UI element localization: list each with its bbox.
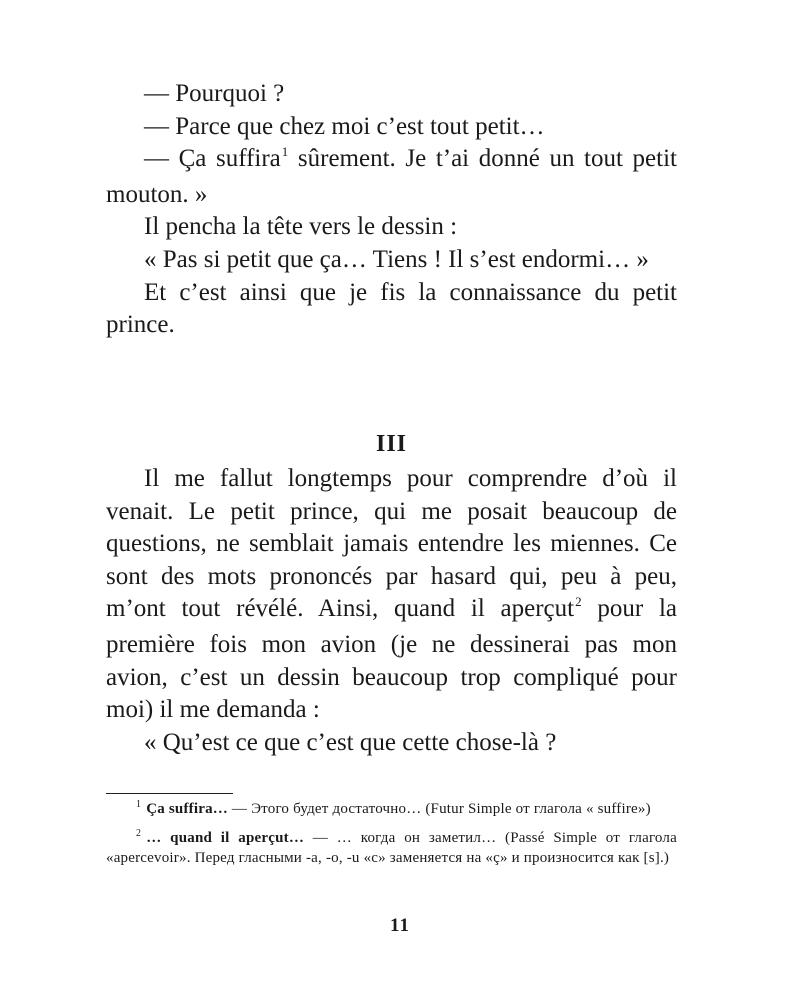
- paragraph-question: « Qu’est ce que c’est que cette chose-là ?: [144, 728, 557, 756]
- paragraph-pencha: Il pencha la tête vers le dessin :: [144, 213, 458, 241]
- footnote-divider: [106, 793, 233, 794]
- footnote-1: [106, 800, 677, 821]
- chapter-body: [106, 463, 677, 759]
- paragraph-longtemps: [106, 463, 677, 727]
- paragraph-suffira-start: — Ça suffira: [144, 145, 281, 173]
- footnote-2: [106, 829, 677, 868]
- footnote-2-term: … quand il aperçut…: [146, 829, 305, 846]
- footnotes: [106, 793, 677, 876]
- footnote-2-marker: 2: [136, 827, 142, 839]
- footnote-1-term: Ça suffira…: [146, 801, 228, 817]
- paragraph-suffira: [106, 143, 677, 211]
- footnote-ref-2: 2: [575, 594, 582, 610]
- paragraph-pas-si-petit: « Pas si petit que ça… Tiens ! Il s’est endormi… »: [144, 245, 649, 273]
- paragraph-suffira-end: sûrement. Je t’ai donné un tout petit mouton. »: [106, 145, 677, 208]
- footnote-1-marker: 1: [136, 799, 142, 810]
- page-number: 11: [390, 915, 410, 936]
- book-page: [106, 78, 677, 867]
- footnote-2-text: — … когда он заметил… (Passé Simple от глагола «apercevoir». Перед гласными -a, -o, -u «c» заменяется на «ç» и произносится как [s].): [106, 829, 677, 867]
- paragraph-longtemps-end: pour la première fois mon avion (je ne dessinerai pas mon avion, c’est un dessin beaucoup trop compliqué pour moi) il me demanda :: [106, 595, 677, 724]
- paragraph-longtemps-start: Il me fallut longtemps pour comprendre d’où il venait. Le petit prince, qui me posait beaucoup de questions, ne semblait jamais entendre les miennes. Ce sont des mots prononcés par hasard qui, peu à peu, m’ont tout révélé. Ainsi, quand il aperçut: [106, 465, 677, 623]
- footnote-1-text: — Этого будет достаточно… (Futur Simple от глагола « suffire»): [227, 801, 651, 817]
- chapter-heading: III: [375, 431, 408, 457]
- footnote-ref-1: 1: [281, 144, 289, 160]
- paragraph-connaissance: Et c’est ainsi que je fis la connaissance du petit prince.: [106, 278, 677, 339]
- dialogue-line-pourquoi: — Pourquoi ?: [144, 80, 285, 107]
- dialogue-line-parce-que: — Parce que chez moi c’est tout petit…: [144, 112, 545, 140]
